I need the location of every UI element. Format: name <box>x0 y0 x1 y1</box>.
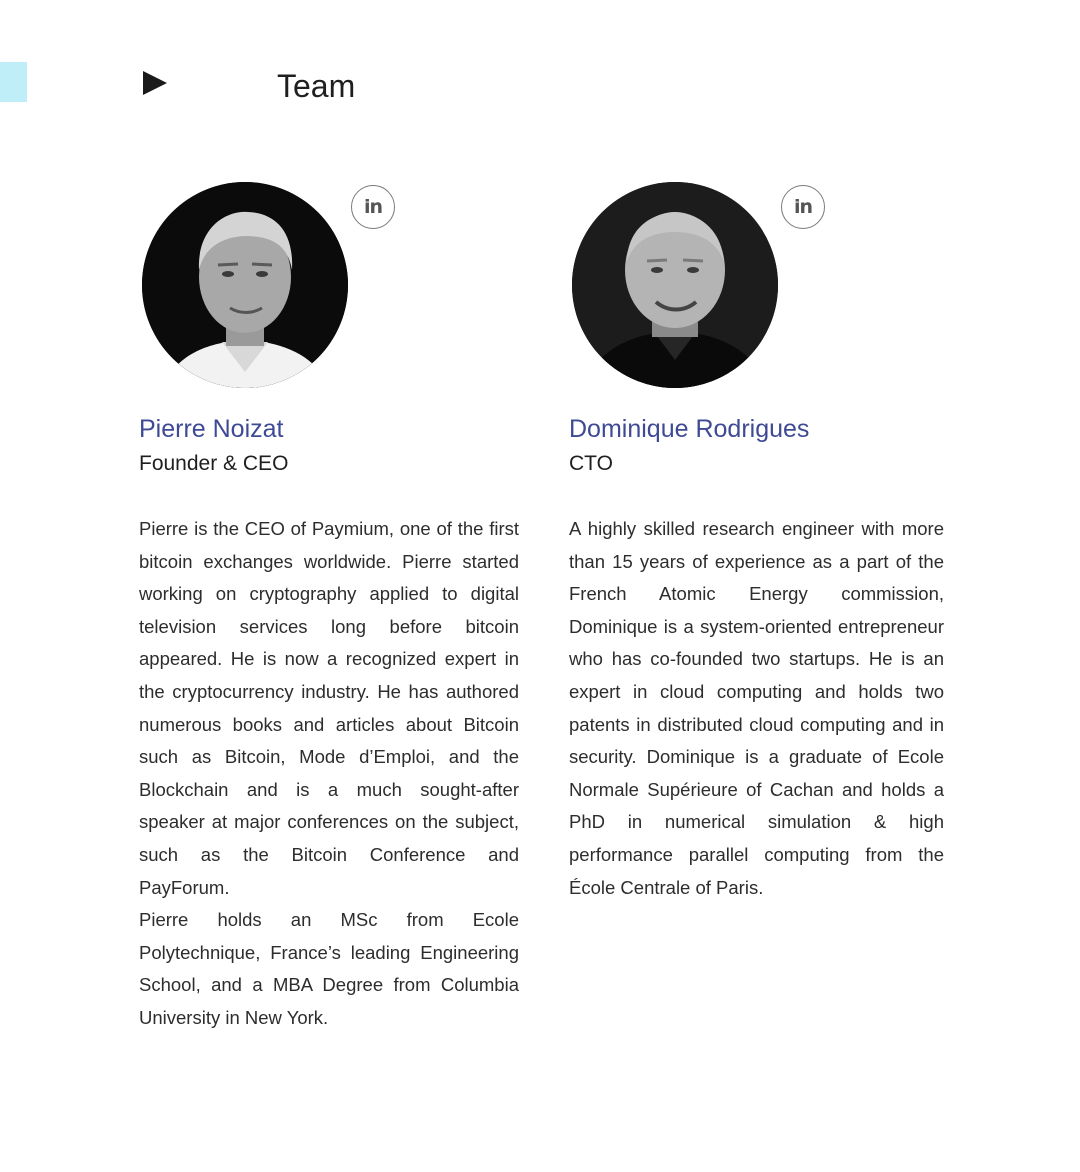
linkedin-button[interactable] <box>781 185 825 229</box>
member-bio <box>569 513 944 904</box>
avatar <box>142 182 348 388</box>
member-name: Pierre Noizat <box>139 415 284 443</box>
member-role: Founder & CEO <box>139 452 289 475</box>
bio-paragraph: A highly skilled research engineer with more than 15 years of experience as a part of the French Atomic Energy commission, Dominique is a system-oriented entrepreneur who has co-founded two startups. He is an expert in cloud computing and holds two patents in distributed cloud computing and in security. Dominique is a graduate of Ecole Normale Supérieure of Cachan and holds a PhD in numerical simulation & high performance parallel computing from the École Centrale of Paris. <box>569 518 944 898</box>
member-role: CTO <box>569 452 613 475</box>
bio-paragraph: Pierre holds an MSc from Ecole Polytechnique, France’s leading Engineering School, and a MBA Degree from Columbia University in New York. <box>139 909 519 1028</box>
portrait-image <box>572 182 778 388</box>
member-bio <box>139 513 519 1035</box>
linkedin-icon: in <box>363 196 383 218</box>
avatar <box>572 182 778 388</box>
accent-bar <box>0 62 27 102</box>
linkedin-icon: in <box>793 196 813 218</box>
section-title: Team <box>277 68 356 104</box>
linkedin-button[interactable] <box>351 185 395 229</box>
bio-paragraph: Pierre is the CEO of Paymium, one of the first bitcoin exchanges worldwide. Pierre started working on cryptography applied to digital television services long before bitcoin appeared. He is now a recognized expert in the cryptocurrency industry. He has authored numerous books and articles about Bitcoin such as Bitcoin, Mode d’Emploi, and the Blockchain and is a much sought-after speaker at major conferences on the subject, such as the Bitcoin Conference and PayForum. <box>139 518 519 898</box>
member-name: Dominique Rodrigues <box>569 415 810 443</box>
portrait-image <box>142 182 348 388</box>
play-arrow-icon <box>143 71 167 95</box>
